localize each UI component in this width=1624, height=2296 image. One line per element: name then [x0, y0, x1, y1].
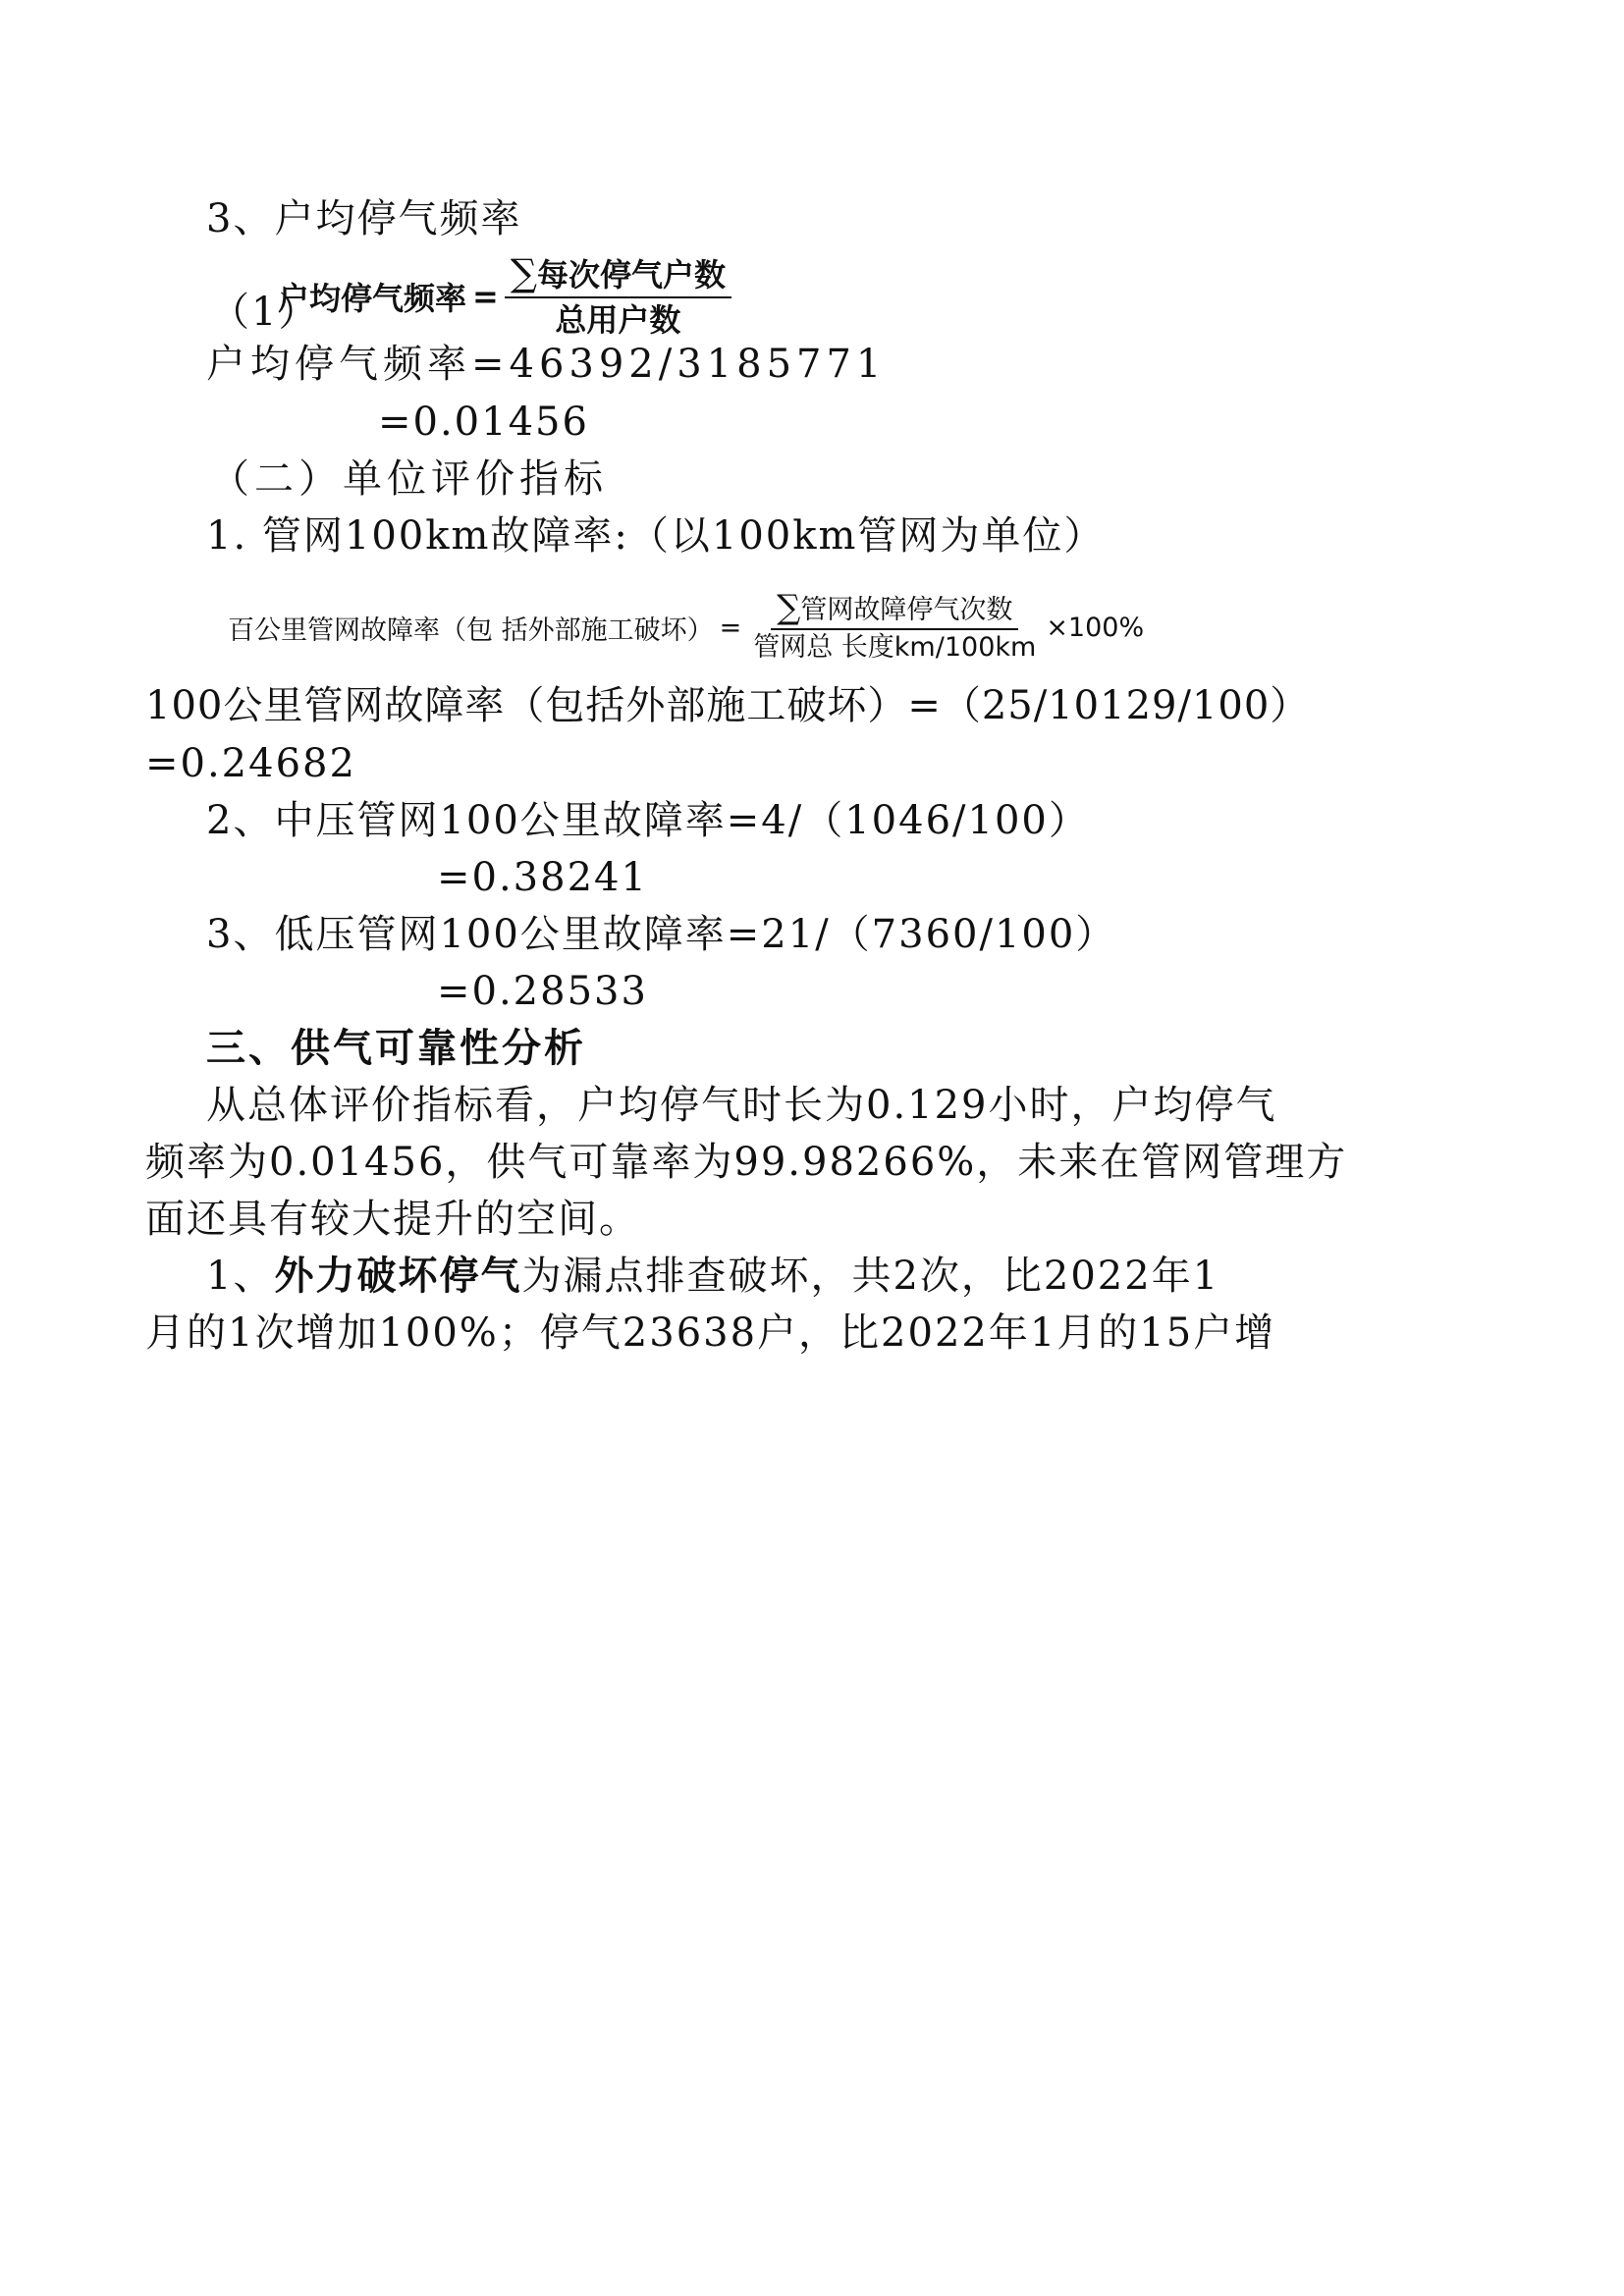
formula-equals: =: [472, 278, 499, 315]
section-item-3-title: 3、户均停气频率: [206, 196, 522, 241]
section-3-heading: 三、供气可靠性分析: [206, 1026, 586, 1071]
formula-lhs: 百公里管网故障率（包 括外部施工破坏）: [228, 615, 714, 646]
calc-100km-failure-rate-result: =0.24682: [145, 741, 356, 786]
item-3-low-pressure: 3、低压管网100公里故障率=21/（7360/100）: [206, 912, 1117, 957]
formula-multiplier: ×100%: [1046, 613, 1145, 643]
paragraph-1-line-3: 面还具有较大提升的空间。: [145, 1197, 640, 1242]
paragraph-2-line-1: [206, 1251, 1219, 1302]
formula-denominator: 总用户数: [555, 301, 681, 339]
paragraph-1-line-1: 从总体评价指标看，户均停气时长为0.129小时，户均停气: [206, 1083, 1277, 1128]
paragraph-2-number: 1、: [206, 1254, 275, 1299]
formula-lhs: 户均停气频率: [278, 280, 467, 317]
item-2-medium-pressure: 2、中压管网100公里故障率=4/（1046/100）: [206, 798, 1090, 843]
sigma-symbol: ∑: [777, 588, 801, 627]
item-2-result: =0.38241: [437, 855, 648, 900]
item-3-result: =0.28533: [437, 969, 648, 1014]
paragraph-2-line-2: 月的1次增加100%；停气23638户，比2022年1月的15户增: [145, 1310, 1276, 1356]
formula-avg-outage-frequency: [278, 251, 731, 342]
formula-equals: =: [719, 613, 742, 643]
paragraph-1-line-2: 频率为0.01456，供气可靠率为99.98266%，未来在管网管理方: [145, 1140, 1348, 1185]
formula-fraction: [747, 590, 1042, 666]
sigma-symbol: ∑: [510, 251, 537, 294]
section-2-heading: （二）单位评价指标: [210, 456, 608, 502]
formula-denominator: 管网总 长度km/100km: [753, 632, 1037, 663]
calc-100km-failure-rate: 100公里管网故障率（包括外部施工破坏）=（25/10129/100）: [145, 683, 1311, 728]
numerator-text: 管网故障停气次数: [800, 595, 1013, 625]
formula-fraction: [505, 251, 731, 342]
paragraph-2-bold-term: 外力破坏停气: [274, 1254, 522, 1299]
formula-numerator: [771, 590, 1018, 630]
formula-100km-failure-rate: [228, 590, 1144, 666]
numerator-text: 每次停气户数: [536, 256, 726, 294]
calc-avg-outage-frequency: 户均停气频率=46392/3185771: [206, 342, 887, 387]
calc-avg-outage-frequency-result: =0.01456: [378, 400, 589, 445]
formula-1-label: （1）: [210, 290, 320, 335]
paragraph-2-text: 为漏点排查破坏，共2次，比2022年1: [521, 1254, 1220, 1299]
formula-numerator: [505, 251, 731, 298]
item-1-title: 1. 管网100km故障率:（以100km管网为单位）: [206, 513, 1106, 559]
